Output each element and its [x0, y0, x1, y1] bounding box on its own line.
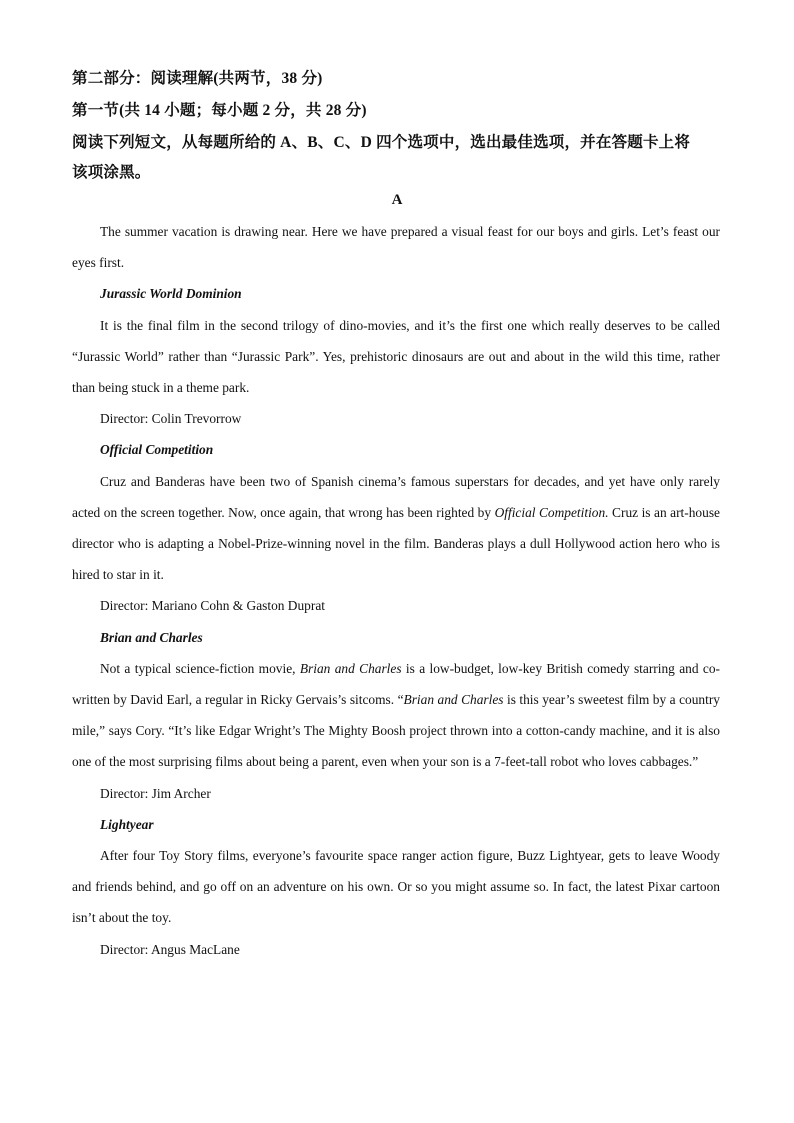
section-heading: 第一节(共 14 小题；每小题 2 分，共 28 分) [72, 102, 367, 119]
part-heading: 第二部分：阅读理解(共两节，38 分) [72, 70, 323, 87]
film-title-inline: Official Competition. [494, 504, 609, 520]
passage-body [72, 216, 720, 965]
film-title: Brian and Charles [100, 629, 203, 645]
film-title: Official Competition [100, 442, 214, 458]
film-description: After four Toy Story films, everyone’s favourite space ranger action figure, Buzz Lightyear, gets to leave Woody and friends behind, and go off on an adventure on his own. Or so you might assume so. In fact, the latest Pixar cartoon isn’t about the toy. [72, 848, 720, 926]
film-title: Jurassic World Dominion [100, 286, 242, 302]
film-title-inline: Brian and Charles [403, 692, 504, 708]
film-director: Director: Colin Trevorrow [100, 411, 242, 427]
instruction-line-2: 该项涂黑。 [72, 164, 151, 181]
film-director: Director: Angus MacLane [100, 941, 240, 957]
film-description: It is the final film in the second trilogy of dino-movies, and it’s the first one which really deserves to be called “Jurassic World” rather than “Jurassic Park”. Yes, prehistoric dinosaurs are out and about in the wild this time, rather than being stuck in a theme park. [72, 317, 720, 396]
film-director: Director: Mariano Cohn & Gaston Duprat [100, 598, 325, 614]
film-description: Not a typical science-fiction movie, Brian and Charles is a low-budget, low-key British comedy starring and co-written by David Earl, a regular in Ricky Gervais’s sitcoms. “Brian and Charles is this year’s sweetest film by a country mile,” says Cory. “It’s like Edgar Wright’s The Mighty Boosh project thrown into a cotton-candy machine, and it is also one of the most surprising films about being a parent, even when your son is a 7-feet-tall robot who loves cabbages.” [72, 660, 720, 770]
film-description: Cruz and Banderas have been two of Spanish cinema’s famous superstars for decades, and yet have only rarely acted on the screen together. Now, once again, that wrong has been righted by Official Competition. Cruz is an art-house director who is adapting a Nobel-Prize-winning novel in the film. Banderas plays a dull Hollywood action hero who is hired to star in it. [72, 473, 720, 583]
film-director: Director: Jim Archer [100, 785, 211, 801]
passage-label: A [391, 192, 403, 208]
intro-paragraph: The summer vacation is drawing near. Here we have prepared a visual feast for our boys and girls. Let’s feast our eyes first. [72, 224, 720, 271]
film-title-inline: Brian and Charles [299, 660, 402, 676]
instruction-line-1: 阅读下列短文，从每题所给的 A、B、C、D 四个选项中，选出最佳选项，并在答题卡上将 [72, 134, 691, 151]
film-title: Lightyear [100, 816, 154, 832]
